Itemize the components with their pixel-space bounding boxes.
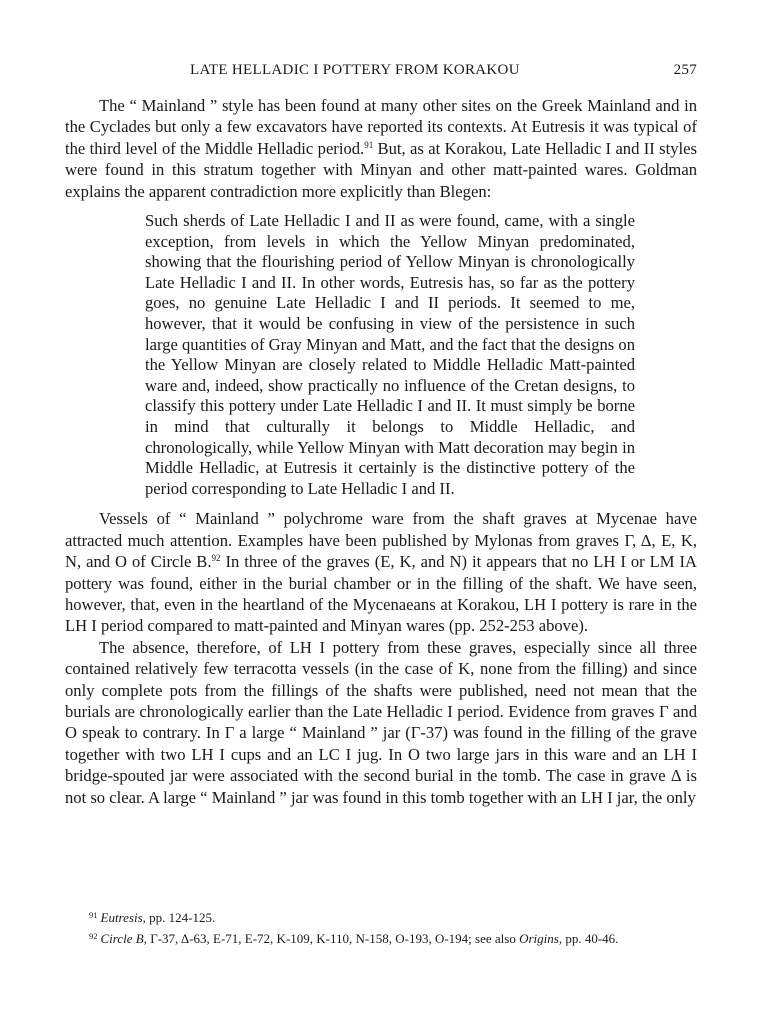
- main-text: [65, 95, 697, 808]
- footnotes: [65, 906, 697, 948]
- paragraph-1: The “ Mainland ” style has been found at many other sites on the Greek Mainland and in the Cyclades but only a few excavators have reported its contexts. At Eutresis it was typical of the third level of the Middle Helladic period.$^{91}$ But, as at Korakou, Late Helladic I and II styles were found in this stratum together with Minyan and other matt-painted wares. Goldman explains the apparent contradiction more explicitly than Blegen:: [65, 96, 697, 201]
- page-number: 257: [673, 62, 697, 78]
- footnote-ref-92[interactable]: 92: [211, 553, 221, 564]
- running-title: LATE HELLADIC I POTTERY FROM KORAKOU: [190, 62, 520, 78]
- paragraph-2: Vessels of “ Mainland ” polychrome ware from the shaft graves at Mycenae have attracted much attention. Examples have been published by Mylonas from graves Γ, Δ, E, K, N, and O of Circle B.$^{92}$ In three of the graves (E, K, and N) it appears that no LH I or LM IA pottery was found, either in the burial chamber or in the filling of the shaft. We have seen, however, that, even in the heartland of the Mycenaeans at Korakou, LH I pottery is rare in the LH I period compared to matt-painted and Minyan wares (pp. 252-253 above).: [65, 509, 697, 636]
- paragraph-3: The absence, therefore, of LH I pottery from these graves, especially since all three contained relatively few terracotta vessels (in the case of K, none from the filling) and since only complete pots from the fillings of the shafts were published, need not mean that the burials are chronologically earlier than the Late Helladic I period. Evidence from graves Γ and O speak to contrary. In Γ a large “ Mainland ” jar (Γ-37) was found in the filling of the grave together with two LH I cups and an LC I jug. In O two large jars in this ware and an LH I bridge-spouted jar were associated with the second burial in the tomb. The case in grave Δ is not so clear. A large “ Mainland ” jar was found in this tomb together with an LH I jar, the only: [65, 637, 697, 807]
- footnote-92: $^{92}$ Circle B, Γ-37, Δ-63, E-71, E-72, K-109, K-110, N-158, O-193, O-194; see also Origins, pp. 40-46.: [89, 931, 619, 946]
- block-quote: Such sherds of Late Helladic I and II as were found, came, with a single exception, from levels in which the Yellow Minyan predominated, showing that the flourishing period of Yellow Minyan is chronologically Late Helladic I and II. In other words, Eutresis has, so far as the pottery goes, no genuine Late Helladic I and II periods. It seemed to me, however, that it would be confusing in view of the persistence in such large quantities of Gray Minyan and Matt, and the fact that the designs on the Yellow Minyan are closely related to Middle Helladic Matt-painted ware and, indeed, show practically no influence of the Cretan designs, to classify this pottery under Late Helladic I and II. It must simply be borne in mind that culturally it belongs to Middle Helladic, and chronologically, while Yellow Minyan with Matt decoration may begin in Middle Helladic, at Eutresis it certainly is the distinctive pottery of the period corresponding to Late Helladic I and II.: [145, 211, 636, 498]
- footnote-ref-91[interactable]: 91: [364, 139, 374, 150]
- footnote-91: $^{91}$ Eutresis, pp. 124-125.: [89, 910, 216, 925]
